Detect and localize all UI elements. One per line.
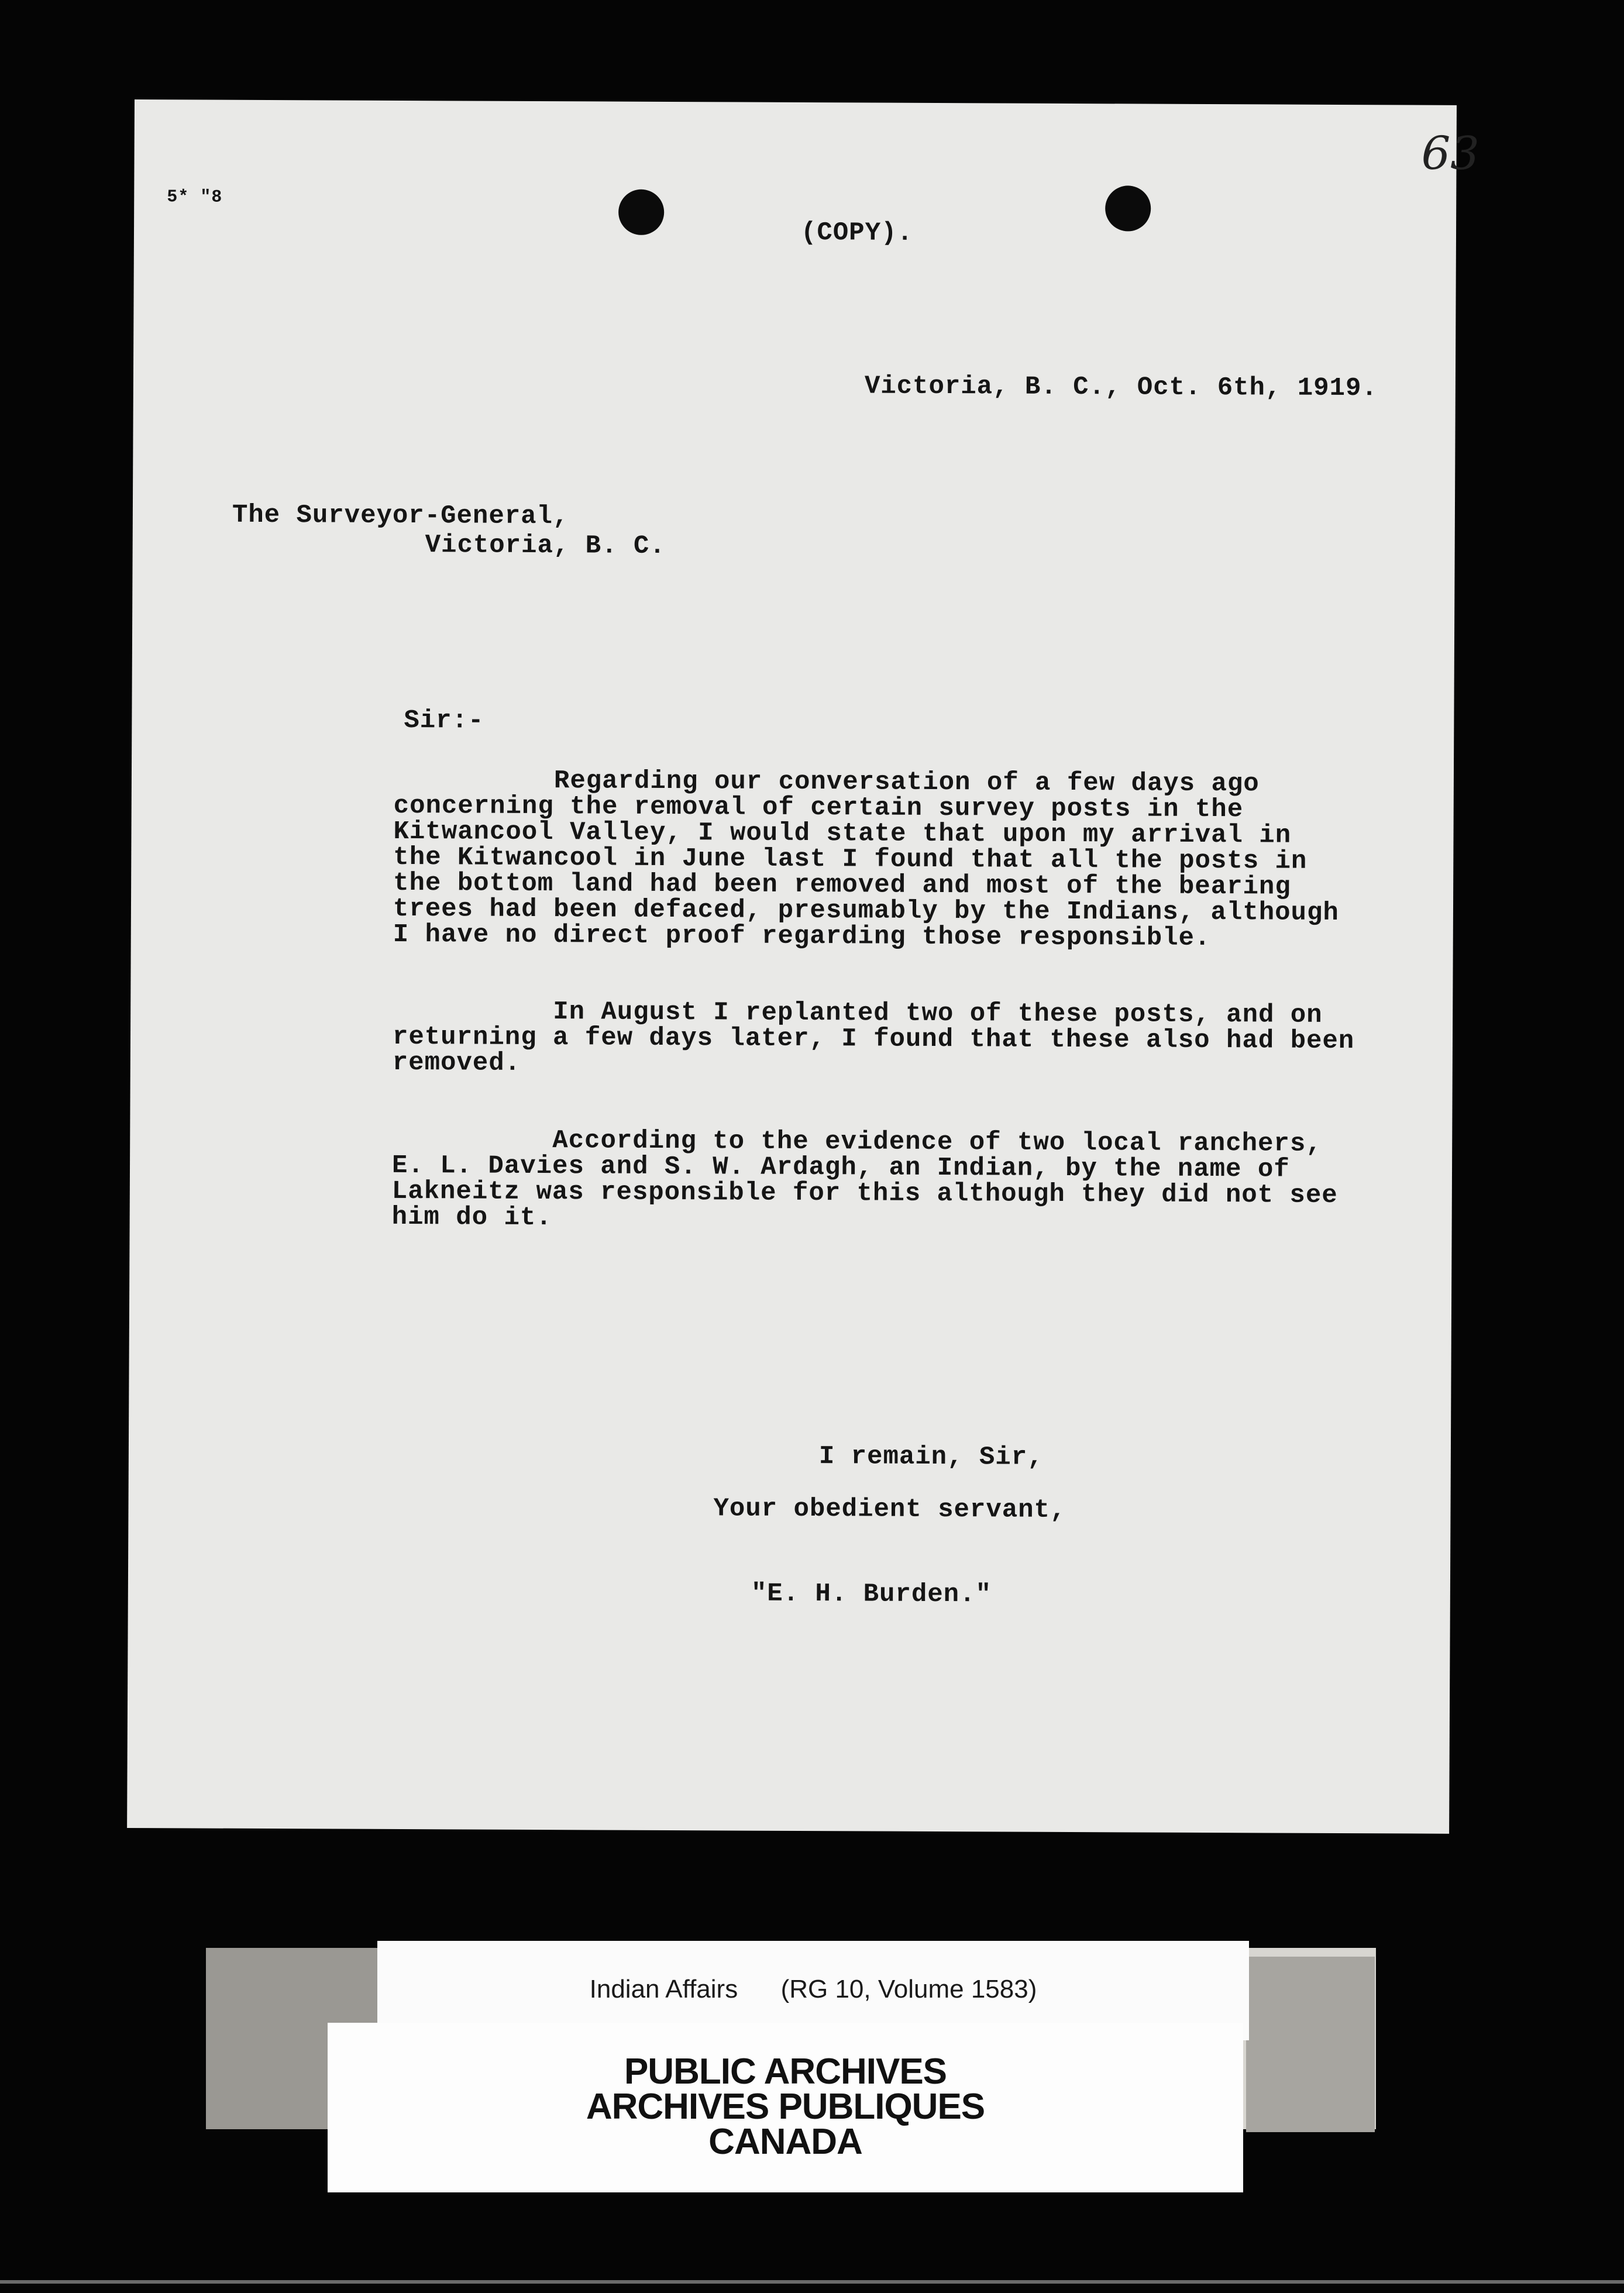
- film-edge: [0, 2280, 1624, 2284]
- paragraph-line: the Kitwancool in June last I found that all the posts in: [393, 842, 1308, 876]
- dateline: Victoria, B. C., Oct. 6th, 1919.: [864, 371, 1378, 404]
- paragraph-line: In August I replanted two of these posts, and on: [393, 996, 1323, 1030]
- paragraph-1: [393, 767, 1340, 952]
- corner-mark: 5* "8: [167, 187, 223, 208]
- paragraph-line: Kitwancool Valley, I would state that upon my arrival in: [393, 817, 1292, 851]
- paragraph-line: E. L. Davies and S. W. Ardagh, an Indian, by the name of: [391, 1151, 1290, 1185]
- paragraph-line: trees had been defaced, presumably by the Indians, although: [393, 894, 1339, 928]
- paragraph-line: returning a few days later, I found that these also had been: [392, 1022, 1355, 1056]
- stamp-line: PUBLIC ARCHIVES: [624, 2051, 947, 2092]
- paragraph-line: concerning the removal of certain survey posts in the: [393, 791, 1244, 825]
- paragraph-line: removed.: [392, 1048, 521, 1078]
- punch-hole-left: [618, 190, 664, 235]
- addressee-line-2: Victoria, B. C.: [425, 531, 666, 561]
- archive-mount-shadow-right: [1246, 1957, 1375, 2132]
- collection-reference: (RG 10, Volume 1583): [780, 1975, 1037, 2003]
- closing-line-2: Your obedient servant,: [713, 1494, 1066, 1525]
- paragraph-line: Lakneitz was responsible for this although they did not see: [391, 1176, 1338, 1210]
- paragraph-line: Regarding our conversation of a few days ago: [393, 765, 1260, 799]
- paragraph-2: [392, 996, 1355, 1080]
- paragraph-line: the bottom land had been removed and most of the bearing: [393, 868, 1291, 902]
- paragraph-line: him do it.: [391, 1202, 552, 1233]
- paragraph-3: [392, 1127, 1339, 1234]
- addressee-line-1: The Surveyor-General,: [232, 500, 569, 532]
- paragraph-line: According to the evidence of two local ranchers,: [392, 1125, 1322, 1159]
- closing-line-1: I remain, Sir,: [818, 1442, 1044, 1472]
- document-page: [127, 99, 1480, 1834]
- paragraph-line: I have no direct proof regarding those responsible.: [393, 920, 1211, 953]
- stamp-line: CANADA: [708, 2122, 862, 2162]
- page-number: 63: [1421, 127, 1480, 181]
- collection-name: Indian Affairs: [589, 1975, 738, 2003]
- signature: "E. H. Burden.": [751, 1579, 992, 1610]
- archive-stamp: [328, 2023, 1243, 2192]
- stamp-line: ARCHIVES PUBLIQUES: [586, 2087, 985, 2127]
- salutation: Sir:-: [404, 706, 484, 736]
- copy-mark: (COPY).: [800, 218, 913, 248]
- punch-hole-right: [1105, 185, 1151, 231]
